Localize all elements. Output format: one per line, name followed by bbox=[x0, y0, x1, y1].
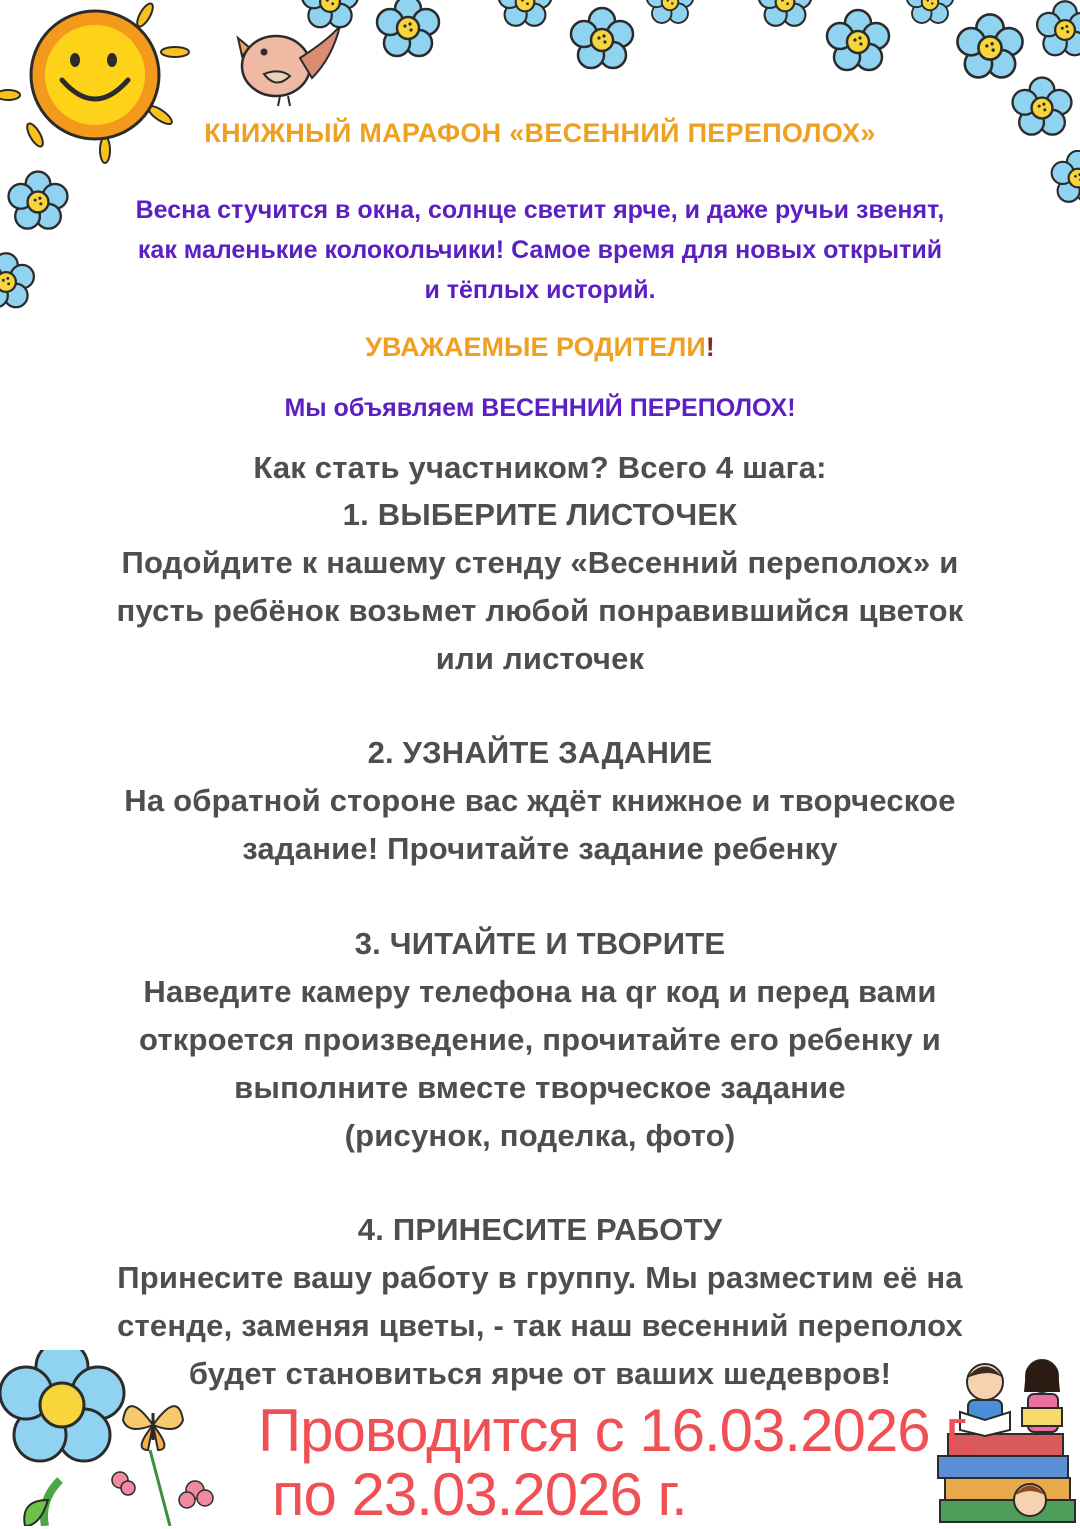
page-title: КНИЖНЫЙ МАРАФОН «ВЕСЕННИЙ ПЕРЕПОЛОХ» bbox=[204, 118, 876, 148]
dates-line-1: Проводится с 16.03.2026 г. bbox=[258, 1397, 975, 1464]
step-3-line-1: Наведите камеру телефона на qr код и перед вами bbox=[143, 974, 937, 1009]
how-to-heading: Как стать участником? Всего 4 шага: bbox=[253, 450, 827, 485]
intro-line-3: и тёплых историй. bbox=[424, 276, 656, 304]
step-2-heading: 2. УЗНАЙТЕ ЗАДАНИЕ bbox=[367, 735, 713, 770]
step-4-line-1: Принесите вашу работу в группу. Мы разместим её на bbox=[117, 1260, 963, 1295]
step-1-line-3: или листочек bbox=[435, 641, 645, 676]
step-3-line-2: откроется произведение, прочитайте его ребенку и bbox=[139, 1022, 941, 1057]
step-1-line-1: Подойдите к нашему стенду «Весенний переполох» и bbox=[121, 545, 959, 580]
greeting-mark: ! bbox=[705, 332, 715, 362]
step-3-heading: 3. ЧИТАЙТЕ И ТВОРИТЕ bbox=[354, 926, 726, 961]
step-4-line-2: стенде, заменяя цветы, - так наш весенний переполох bbox=[117, 1308, 963, 1343]
step-2-line-1: На обратной стороне вас ждёт книжное и творческое bbox=[124, 783, 956, 818]
dates-line-2: по 23.03.2026 г. bbox=[272, 1461, 687, 1528]
step-2-line-2: задание! Прочитайте задание ребенку bbox=[242, 831, 838, 866]
step-3-line-4: (рисунок, поделка, фото) bbox=[344, 1118, 736, 1153]
step-3-line-3: выполните вместе творческое задание bbox=[234, 1070, 846, 1105]
step-1-heading: 1. ВЫБЕРИТЕ ЛИСТОЧЕК bbox=[342, 497, 738, 532]
step-1-line-2: пусть ребёнок возьмет любой понравившийся цветок bbox=[116, 593, 964, 628]
intro-line-1: Весна стучится в окна, солнце светит ярче, и даже ручьи звенят, bbox=[135, 196, 945, 224]
intro-line-2: как маленькие колокольчики! Самое время для новых открытий bbox=[137, 236, 943, 264]
announcement: Мы объявляем ВЕСЕННИЙ ПЕРЕПОЛОХ! bbox=[284, 394, 796, 422]
flower-icon bbox=[290, 0, 1080, 180]
step-4-line-3: будет становиться ярче от ваших шедевров! bbox=[188, 1356, 892, 1391]
step-4-heading: 4. ПРИНЕСИТЕ РАБОТУ bbox=[357, 1212, 723, 1247]
greeting-text: УВАЖАЕМЫЕ РОДИТЕЛИ bbox=[365, 332, 706, 362]
butterfly-icon bbox=[118, 1395, 188, 1455]
greeting bbox=[0, 332, 1080, 363]
